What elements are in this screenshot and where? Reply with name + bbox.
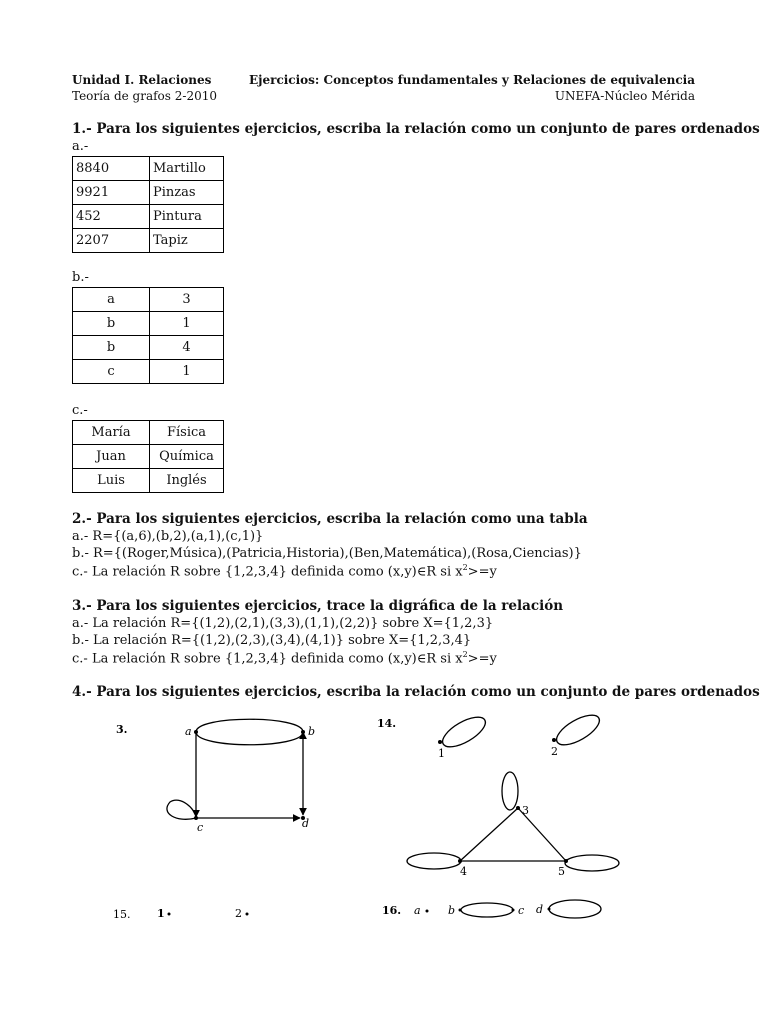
table-row: [73, 288, 224, 312]
exercise-title: Ejercicios: Conceptos fundamentales y Relaciones de equivalencia: [249, 73, 695, 87]
fig15-node-2: [246, 913, 249, 916]
fig3-node-a: [194, 730, 198, 734]
table-cell: 452: [73, 205, 150, 229]
table-row: [73, 445, 224, 469]
section3-item-b: b.- La relación R={(1,2),(2,3),(3,4),(4,1)} sobre X={1,2,3,4}: [72, 633, 472, 648]
unit-title: Unidad I. Relaciones: [72, 73, 212, 87]
fig15-node-1: [168, 913, 171, 916]
section2-item-b: b.- R={(Roger,Música),(Patricia,Historia),(Ben,Matemática),(Rosa,Ciencias)}: [72, 546, 582, 561]
fig3-label-a: a: [185, 725, 192, 738]
fig14-label-3: 3: [522, 804, 529, 817]
section2-c-exponent: 2: [462, 563, 468, 572]
section1-b-label: b.-: [72, 270, 89, 285]
table-row: [73, 312, 224, 336]
section4-heading: 4.- Para los siguientes ejercicios, escriba la relación como un conjunto de pares ordenados: [72, 684, 760, 700]
fig3-label-b: b: [308, 725, 316, 738]
section3-c-tail: >=y: [467, 651, 497, 667]
section2-heading: 2.- Para los siguientes ejercicios, escriba la relación como una tabla: [72, 511, 588, 527]
table-cell: 2207: [73, 229, 150, 253]
fig14-loop-5: [565, 855, 619, 871]
section3-c-text: c.- La relación R sobre {1,2,3,4} definida como (x,y)∈R si x: [72, 651, 463, 667]
section2-c-tail: >=y: [467, 564, 497, 580]
header-right: [249, 72, 695, 104]
fig14-label-4: 4: [460, 865, 467, 878]
header-left: [72, 72, 217, 104]
table-cell: 9921: [73, 181, 150, 205]
table-row: [73, 157, 224, 181]
section1-heading: 1.- Para los siguientes ejercicios, escriba la relación como un conjunto de pares ordenados: [72, 121, 760, 137]
table-row: [73, 205, 224, 229]
table-cell: Martillo: [150, 157, 224, 181]
fig14-node-2: [552, 738, 556, 742]
fig16-loop-d: [549, 900, 601, 918]
section2-c-text: c.- La relación R sobre {1,2,3,4} definida como (x,y)∈R si x: [72, 564, 463, 580]
section1-c-label: c.-: [72, 403, 88, 418]
table-row: [73, 360, 224, 384]
section3-item-c: [72, 650, 497, 666]
table-cell: 1: [150, 312, 224, 336]
fig16-node-c: [512, 909, 515, 912]
table-row: [73, 181, 224, 205]
digraph-figures-svg: [100, 705, 640, 935]
fig14-label-2: 2: [551, 745, 558, 758]
fig3-edge-ab-top: [196, 719, 303, 732]
fig16-label-b: b: [448, 904, 456, 917]
section2-item-a: a.- R={(a,6),(b,2),(a,1),(c,1)}: [72, 529, 264, 544]
fig16-node-d: [548, 908, 551, 911]
fig16-edge-bc: [461, 903, 513, 917]
table-row: [73, 421, 224, 445]
fig16-node-b: [459, 909, 462, 912]
fig14-node-3: [516, 806, 520, 810]
fig16-label-d: d: [536, 903, 544, 916]
table-cell: Inglés: [150, 469, 224, 493]
table-cell: Pinzas: [150, 181, 224, 205]
course-subtitle: Teoría de grafos 2-2010: [72, 89, 217, 103]
fig16-node-a: [426, 910, 429, 913]
fig16-label-a: a: [414, 904, 421, 917]
section3-c-exponent: 2: [462, 650, 468, 659]
institution-name: UNEFA-Núcleo Mérida: [554, 89, 695, 103]
table-cell: Juan: [73, 445, 150, 469]
fig3-node-c: [194, 816, 198, 820]
table-cell: b: [73, 336, 150, 360]
fig15-label-1: 1: [157, 907, 165, 920]
fig3-label-d: d: [302, 817, 310, 830]
table-cell: a: [73, 288, 150, 312]
table-cell: 4: [150, 336, 224, 360]
fig14-loop-2: [552, 709, 604, 750]
fig14-number: 14.: [377, 717, 397, 730]
fig14-node-1: [438, 740, 442, 744]
fig14-label-5: 5: [558, 865, 565, 878]
fig14-loop-3: [502, 772, 518, 810]
table-row: [73, 229, 224, 253]
fig3-loop-c: [167, 800, 196, 819]
table-cell: 1: [150, 360, 224, 384]
fig3-label-c: c: [197, 821, 204, 834]
table-cell: 8840: [73, 157, 150, 181]
section3-item-a: a.- La relación R={(1,2),(2,1),(3,3),(1,1),(2,2)} sobre X={1,2,3}: [72, 616, 494, 631]
fig16-label-c: c: [518, 904, 525, 917]
table-a: [72, 156, 224, 253]
fig3-number: 3.: [116, 723, 128, 736]
section2-item-c: [72, 563, 497, 579]
table-c: [72, 420, 224, 493]
fig16-number: 16.: [382, 904, 402, 917]
fig14-loop-4: [407, 853, 461, 869]
fig14-node-4: [458, 859, 462, 863]
table-row: [73, 469, 224, 493]
fig14-label-1: 1: [438, 747, 445, 760]
table-cell: María: [73, 421, 150, 445]
table-cell: Luis: [73, 469, 150, 493]
table-b: [72, 287, 224, 384]
fig14-node-5: [564, 859, 568, 863]
fig14-edge-34: [460, 808, 518, 861]
fig3-node-b: [301, 730, 305, 734]
table-cell: 3: [150, 288, 224, 312]
fig3-edge-ab-bottom: [196, 732, 303, 745]
fig15-label-2: 2: [235, 907, 242, 920]
digraph-figures: [100, 705, 640, 939]
table-cell: c: [73, 360, 150, 384]
section1-a-label: a.-: [72, 139, 89, 154]
fig14-loop-1: [438, 711, 490, 752]
section3-heading: 3.- Para los siguientes ejercicios, trace la digráfica de la relación: [72, 598, 564, 614]
table-cell: Tapiz: [150, 229, 224, 253]
table-cell: Pintura: [150, 205, 224, 229]
table-cell: b: [73, 312, 150, 336]
table-cell: Química: [150, 445, 224, 469]
table-row: [73, 336, 224, 360]
table-cell: Física: [150, 421, 224, 445]
fig15-number: 15.: [113, 908, 131, 921]
